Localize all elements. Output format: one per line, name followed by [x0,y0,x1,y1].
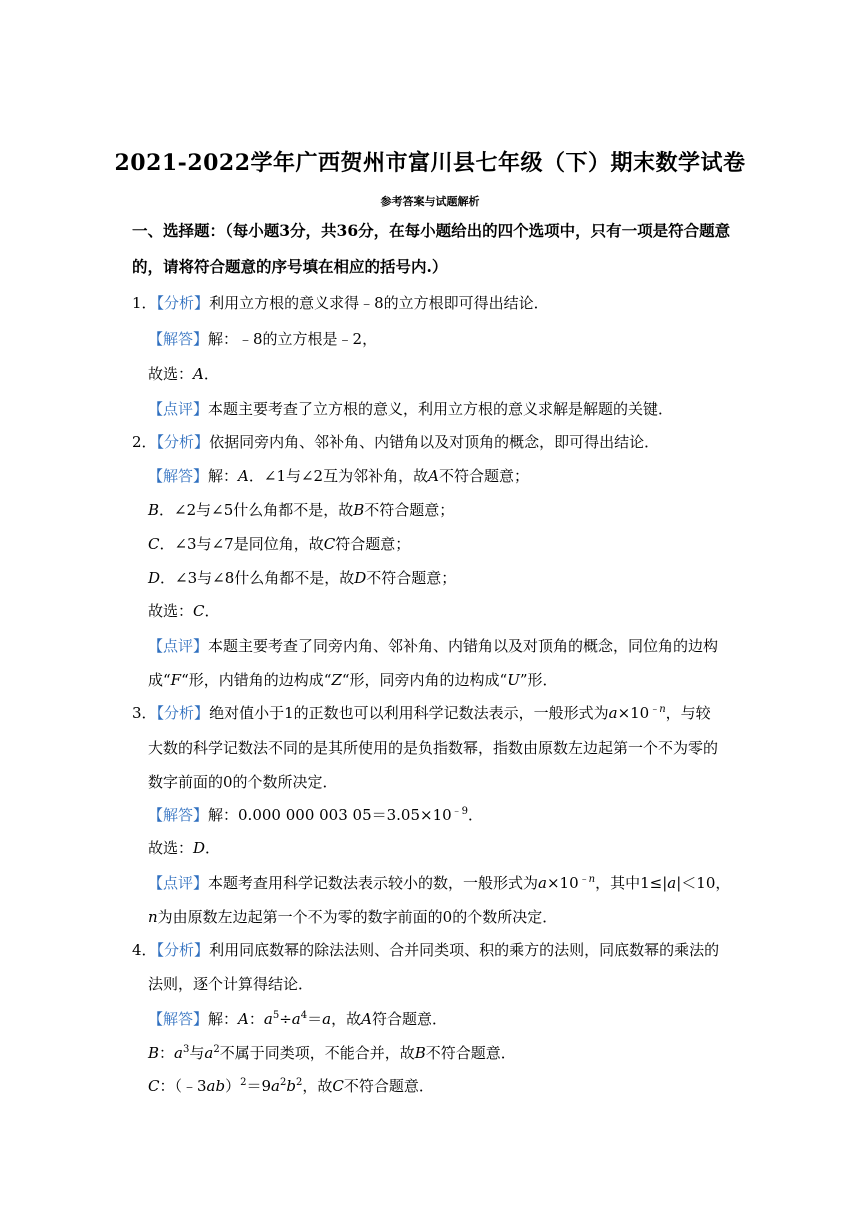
math-variable: U [507,671,520,689]
text-segment: ÷ [279,1010,292,1028]
q3-choice [148,838,220,858]
math-variable: a [608,704,618,722]
math-variable: D [148,569,161,587]
q4-analysis-line-1 [132,940,719,960]
text-segment: ： [248,1010,264,1028]
q4-analysis-line-2: 法则，逐个计算得结论． [148,975,314,993]
text-segment: 4 [300,1010,308,1021]
math-variable: A [238,467,249,485]
q3-answer [148,805,483,825]
text-segment: 本题主要考查了立方根的意义，利用立方根的意义求解是解题的关键． [208,400,674,418]
math-variable: a [174,1044,183,1062]
text-segment: ． [468,806,484,824]
math-variable: A [428,467,439,485]
text-segment: 本题考查用科学记数法表示较小的数，一般形式为 [208,874,539,892]
text-segment: 解：0.000 000 003 05＝3.05×10 [208,806,452,824]
q2-analysis [132,432,659,452]
text-segment: 不符合题意； [438,467,529,485]
math-variable: B [148,1044,160,1062]
q4-answer-c [148,1076,434,1096]
text-segment: ＝9 [246,1077,272,1095]
math-variable: C [193,602,205,620]
section-tag: 【点评】 [148,874,209,892]
q2-choice [148,601,220,621]
section-tag: 【解答】 [148,806,209,824]
text-segment: 不符合题意． [343,1077,434,1095]
q1-choice [148,364,219,384]
q3-analysis-line-1 [132,703,711,723]
text-segment: ． [204,602,220,620]
q2-answer-d [148,568,456,588]
q3-analysis-line-3: 数字前面的0的个数所决定． [148,773,338,791]
text-segment: ”形． [519,671,558,689]
math-variable: C [148,535,160,553]
math-variable: a [204,1044,214,1062]
q2-answer-c [148,534,410,554]
q1-analysis [132,293,549,313]
text-segment: ，与较 [665,704,711,722]
q3-comment-line-2 [148,907,557,927]
text-segment: 故选： [148,365,194,383]
text-segment: 不符合题意； [364,501,455,519]
q3-comment-line-1 [148,873,730,893]
analysis-tag: 【分析】 [156,294,210,312]
text-segment: 符合题意． [371,1010,447,1028]
question-number: 4． [132,941,157,959]
text-segment: ．∠1与∠2互为邻补角，故 [248,467,429,485]
math-variable: B [148,501,160,519]
text-segment: ． [203,365,219,383]
section-tag: 【分析】 [156,941,210,959]
text-segment: ，其中1≤| [595,874,668,892]
text-segment: 利用同底数幂的除法法则、合并同类项、积的乘方的法则，同底数幂的乘法的 [209,941,720,959]
math-variable: D [193,839,206,857]
math-variable: ﹣n [649,704,666,715]
text-segment: 故选： [148,602,194,620]
math-variable: ﹣n [578,874,596,885]
text-segment: ： [159,1044,175,1062]
math-variable: A [193,365,204,383]
text-segment: 不符合题意； [366,569,457,587]
text-segment: ．∠3与∠7是同位角，故 [159,535,324,553]
text-segment: 解：﹣8的立方根是﹣2， [208,330,378,348]
text-segment: 依据同旁内角、邻补角、内错角以及对顶角的概念，即可得出结论． [209,433,660,451]
math-variable: a [538,874,547,892]
text-segment: 故选： [148,839,194,857]
math-variable: a [667,874,677,892]
text-segment: 2 [213,1044,220,1055]
q3-analysis-line-2: 大数的科学记数法不同的是其所使用的是负指数幂，指数由原数左边起第一个不为零的 [148,739,719,757]
section-tag: 【解答】 [148,1010,209,1028]
text-segment: ×10 [617,704,650,722]
math-variable: a [263,1010,273,1028]
math-variable: n [148,908,158,926]
answer-tag: 【解答】 [148,330,209,348]
text-segment: 5 [272,1010,280,1021]
q2-comment-line-1 [148,636,718,656]
math-variable: B [414,1044,426,1062]
text-segment: 不符合题意． [425,1044,516,1062]
math-variable: C [148,1077,160,1095]
text-segment: ＝ [307,1010,323,1028]
math-variable: F [170,671,182,689]
text-segment: ．∠2与∠5什么角都不是，故 [159,501,354,519]
math-variable: a [291,1010,301,1028]
text-segment: 与 [189,1044,205,1062]
text-segment: |＜10， [676,874,731,892]
text-segment: 利用立方根的意义求得﹣8的立方根即可得出结论． [209,294,549,312]
math-variable: B [353,501,365,519]
text-segment: 2 [240,1077,247,1088]
question-number: 1． [132,294,157,312]
text-segment: ． [205,839,221,857]
question-number: 2． [132,433,157,451]
q4-answer-b [148,1043,516,1063]
text-segment: 本题主要考查了同旁内角、邻补角、内错角以及对顶角的概念，同位角的边构 [208,637,719,655]
q2-answer-a [148,466,529,486]
math-variable: D [354,569,367,587]
section-tag: 【点评】 [148,637,209,655]
section-tag: 【分析】 [156,704,210,722]
text-segment: 2 [279,1077,287,1088]
q2-comment-line-2 [148,670,558,690]
text-segment: ） [225,1077,241,1095]
math-variable: a [322,1010,332,1028]
math-variable: b [286,1077,296,1095]
text-segment: 符合题意； [335,535,411,553]
text-segment: “形，同旁内角的边构成“ [341,671,508,689]
comment-tag: 【点评】 [148,400,209,418]
math-variable: a [271,1077,280,1095]
text-segment: 解： [208,1010,239,1028]
math-variable: C [332,1077,344,1095]
math-variable: A [238,1010,249,1028]
q1-comment [148,399,673,419]
q4-answer-a [148,1009,447,1029]
text-segment: 2 [295,1077,303,1088]
text-segment: ﹣9 [451,806,469,817]
text-segment: “形，内错角的边构成“ [181,671,332,689]
text-segment: ，故 [302,1077,333,1095]
math-variable: A [361,1010,372,1028]
q2-answer-b [148,500,454,520]
math-variable: C [323,535,336,553]
math-variable: ab [206,1077,226,1095]
section-tag: 【分析】 [156,433,210,451]
text-segment: ：（﹣3 [159,1077,207,1095]
text-segment: ×10 [546,874,579,892]
question-number: 3． [132,704,157,722]
q1-answer [148,329,377,349]
section-tag: 【解答】 [148,467,209,485]
text-segment: 3 [183,1044,190,1055]
text-segment: 成“ [148,671,171,689]
section-heading-line-1: 一、选择题：（每小题3分，共36分，在每小题给出的四个选项中，只有一项是符合题意 [132,221,731,240]
section-heading-line-2: 的，请将符合题意的序号填在相应的括号内.） [132,257,448,276]
text-segment: ，故 [331,1010,362,1028]
text-segment: 为由原数左边起第一个不为零的数字前面的0的个数所决定． [157,908,558,926]
text-segment: ．∠3与∠8什么角都不是，故 [160,569,355,587]
text-segment: 绝对值小于1的正数也可以利用科学记数法表示，一般形式为 [209,704,609,722]
math-variable: Z [331,671,342,689]
document-title: 2021-2022学年广西贺州市富川县七年级（下）期末数学试卷 [114,150,746,176]
document-subtitle: 参考答案与试题解析 [380,195,480,208]
text-segment: 不属于同类项，不能合并，故 [219,1044,415,1062]
text-segment: 解： [208,467,239,485]
